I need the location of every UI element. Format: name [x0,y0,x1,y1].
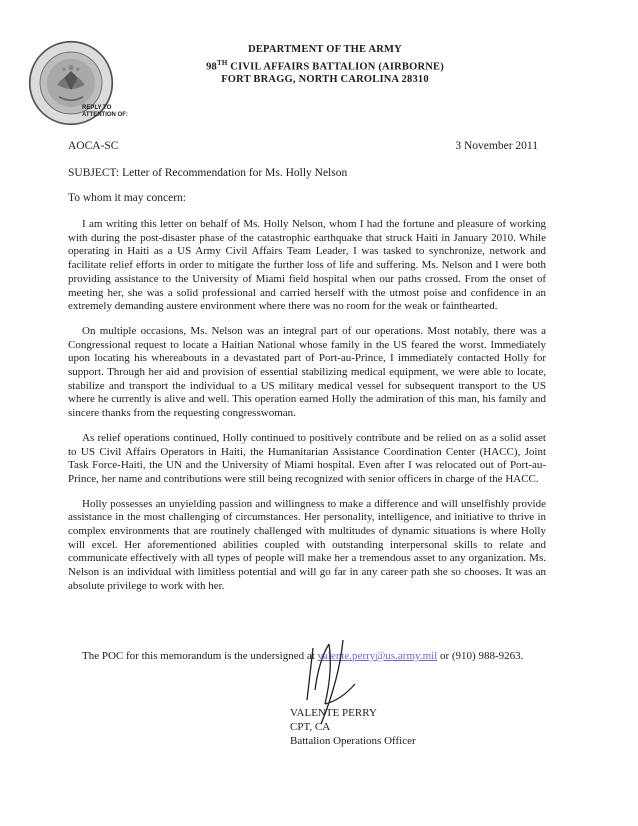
reply-to-label: REPLY TO ATTENTION OF: [82,105,128,118]
letterhead-department: DEPARTMENT OF THE ARMY [248,44,402,55]
letterhead-battalion: 98TH CIVIL AFFAIRS BATTALION (AIRBORNE) [206,58,444,72]
subject-line: SUBJECT: Letter of Recommendation for Ms. Holly Nelson [68,167,348,179]
paragraph-4: Holly possesses an unyielding passion and willingness to make a difference and will unselfishly provide assistance in the most challenging of circumstances. Her personality, intelligence, and initiative to thrive in complex environments that are routinely challenged with multitudes of dynamic situations is where Holly will excel. Her aforementioned abilities coupled with outstanding interpersonal skills to relate and communicate effectively with all types of people will make her a tremendous asset to any organization. Ms. Nelson is an individual with limitless potential and will go far in any career path she so chooses. It was an absolute privilege to work with her. [68,497,546,592]
signer-rank: CPT, CA [290,721,331,733]
signature-block [290,706,416,748]
salutation: To whom it may concern: [68,192,186,204]
paragraph-2: On multiple occasions, Ms. Nelson was an integral part of our operations. Most notably, there was a Congressional request to locate a Haitian National whose family in the US feared the worst. Immediately upon locating his whereabouts in a devastated part of Port-au-Prince, I immediately contacted Holly for support. Through her aid and provision of essential stabilizing medical equipment, we were able to locate, stabilize and transport the individual to a US military medical vessel for subsequent transport to the US where he currently is alive and well. This operation earned Holly the admiration of this man, his family and sincere thanks from the requesting congresswoman. [68,324,546,420]
letterhead [170,44,480,86]
email-link[interactable]: valente.perry@us.army.mil [317,650,438,662]
paragraph-3: As relief operations continued, Holly continued to positively contribute and be relied on as a solid asset to US Civil Affairs Operators in Haiti, the Humanitarian Assistance Coordination Center (HACC), Joint Task Force-Haiti, the UN and the University of Miami hospital. Even after I was relocated out of Port-au-Prince, her name and contributions were still being recognized with senior officers in charge of the HACC. [68,431,546,485]
paragraph-1: I am writing this letter on behalf of Ms. Holly Nelson, whom I had the fortune and pleasure of working with during the post-disaster phase of the catastrophic earthquake that struck Haiti in January 2010. While operating in Haiti as a US Army Civil Affairs Team Leader, I was tasked to synchronize, network and facilitate relief efforts in order to mitigate the further loss of life and suffering. Ms. Nelson and I were both providing assistance to the University of Miami field hospital when our paths crossed. From the onset of meeting her, she was a solid professional and carried herself with the utmost poise and confidence in an extremely demanding austere environment where there was no room for the weak or fainthearted. [68,218,546,313]
letter-body [68,218,546,605]
office-symbol: AOCA-SC [68,140,119,152]
signer-title: Battalion Operations Officer [290,735,416,747]
letterhead-location: FORT BRAGG, NORTH CAROLINA 28310 [221,73,429,85]
signer-name: VALENTE PERRY [290,707,377,719]
letter-date: 3 November 2011 [455,140,538,152]
poc-paragraph: The POC for this memorandum is the undersigned at valente.perry@us.army.mil or (910) 988-9263. [82,650,524,662]
